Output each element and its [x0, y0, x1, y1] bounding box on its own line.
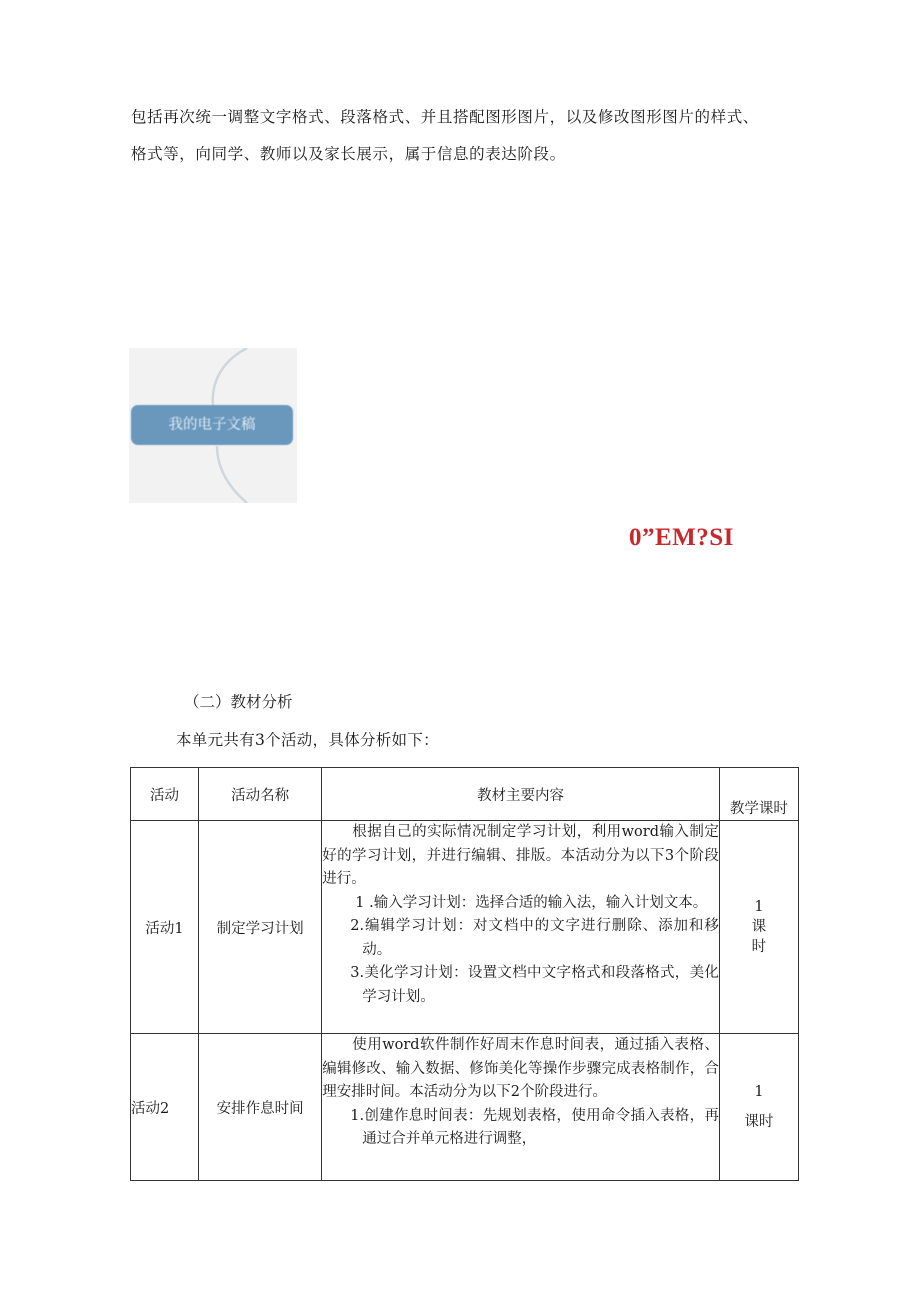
hours-unit-2: 时 — [751, 939, 767, 955]
mindmap-image — [129, 348, 297, 503]
activity-name-cell: 制定学习计划 — [199, 821, 322, 1034]
hours-number: 1 — [754, 1084, 764, 1100]
hours-number: 1 — [754, 899, 764, 915]
red-stamp-text: 0”EM?SI — [629, 524, 734, 551]
content-step: 1.创建作息时间表：先规划表格，使用命令插入表格，再通过合并单元格进行调整， — [350, 1107, 719, 1147]
table-row — [131, 1034, 799, 1181]
content-cell — [322, 1034, 720, 1181]
activity-cell: 活动1 — [131, 821, 199, 1034]
hours-unit-1: 课 — [751, 919, 767, 935]
content-step: 2.编辑学习计划：对文档中的文字进行删除、添加和移动。 — [350, 918, 719, 958]
table-row — [131, 821, 799, 1034]
content-lead: 使用word软件制作好周末作息时间表，通过插入表格、编辑修改、输入数据、修饰美化等操作步骤完成表格制作，合理安排时间。本活动分为以下2个阶段进行。 — [322, 1037, 719, 1100]
body-paragraph-line-2: 格式等，向同学、教师以及家长展示，属于信息的表达阶段。 — [131, 145, 566, 163]
table-header-row — [131, 768, 799, 821]
activity-name-cell: 安排作息时间 — [199, 1034, 322, 1181]
hours-cell — [719, 821, 798, 1034]
analysis-table — [130, 767, 799, 1181]
header-activity: 活动 — [131, 768, 199, 821]
content-cell — [322, 821, 720, 1034]
section-intro: 本单元共有3个活动，具体分析如下： — [176, 731, 439, 749]
hours-unit: 课时 — [744, 1114, 774, 1130]
content-lead: 根据自己的实际情况制定学习计划，利用word输入制定好的学习计划，并进行编辑、排版。本活动分为以下3个阶段进行。 — [322, 824, 719, 887]
body-paragraph-line-1: 包括再次统一调整文字格式、段落格式、并且搭配图形图片，以及修改图形图片的样式、 — [131, 108, 759, 126]
header-activity-name: 活动名称 — [199, 768, 322, 821]
hours-cell — [719, 1034, 798, 1181]
mindmap-root-node: 我的电子文稿 — [131, 405, 293, 445]
content-step: 1 .输入学习计划：选择合适的输入法，输入计划文本。 — [355, 894, 708, 911]
content-step: 3.美化学习计划：设置文档中文字格式和段落格式，美化学习计划。 — [350, 965, 719, 1005]
header-main-content: 教材主要内容 — [322, 768, 720, 821]
header-class-hours: 教学课时 — [719, 768, 798, 821]
section-heading: （二）教材分析 — [184, 693, 293, 711]
activity-cell: 活动2 — [131, 1034, 199, 1181]
